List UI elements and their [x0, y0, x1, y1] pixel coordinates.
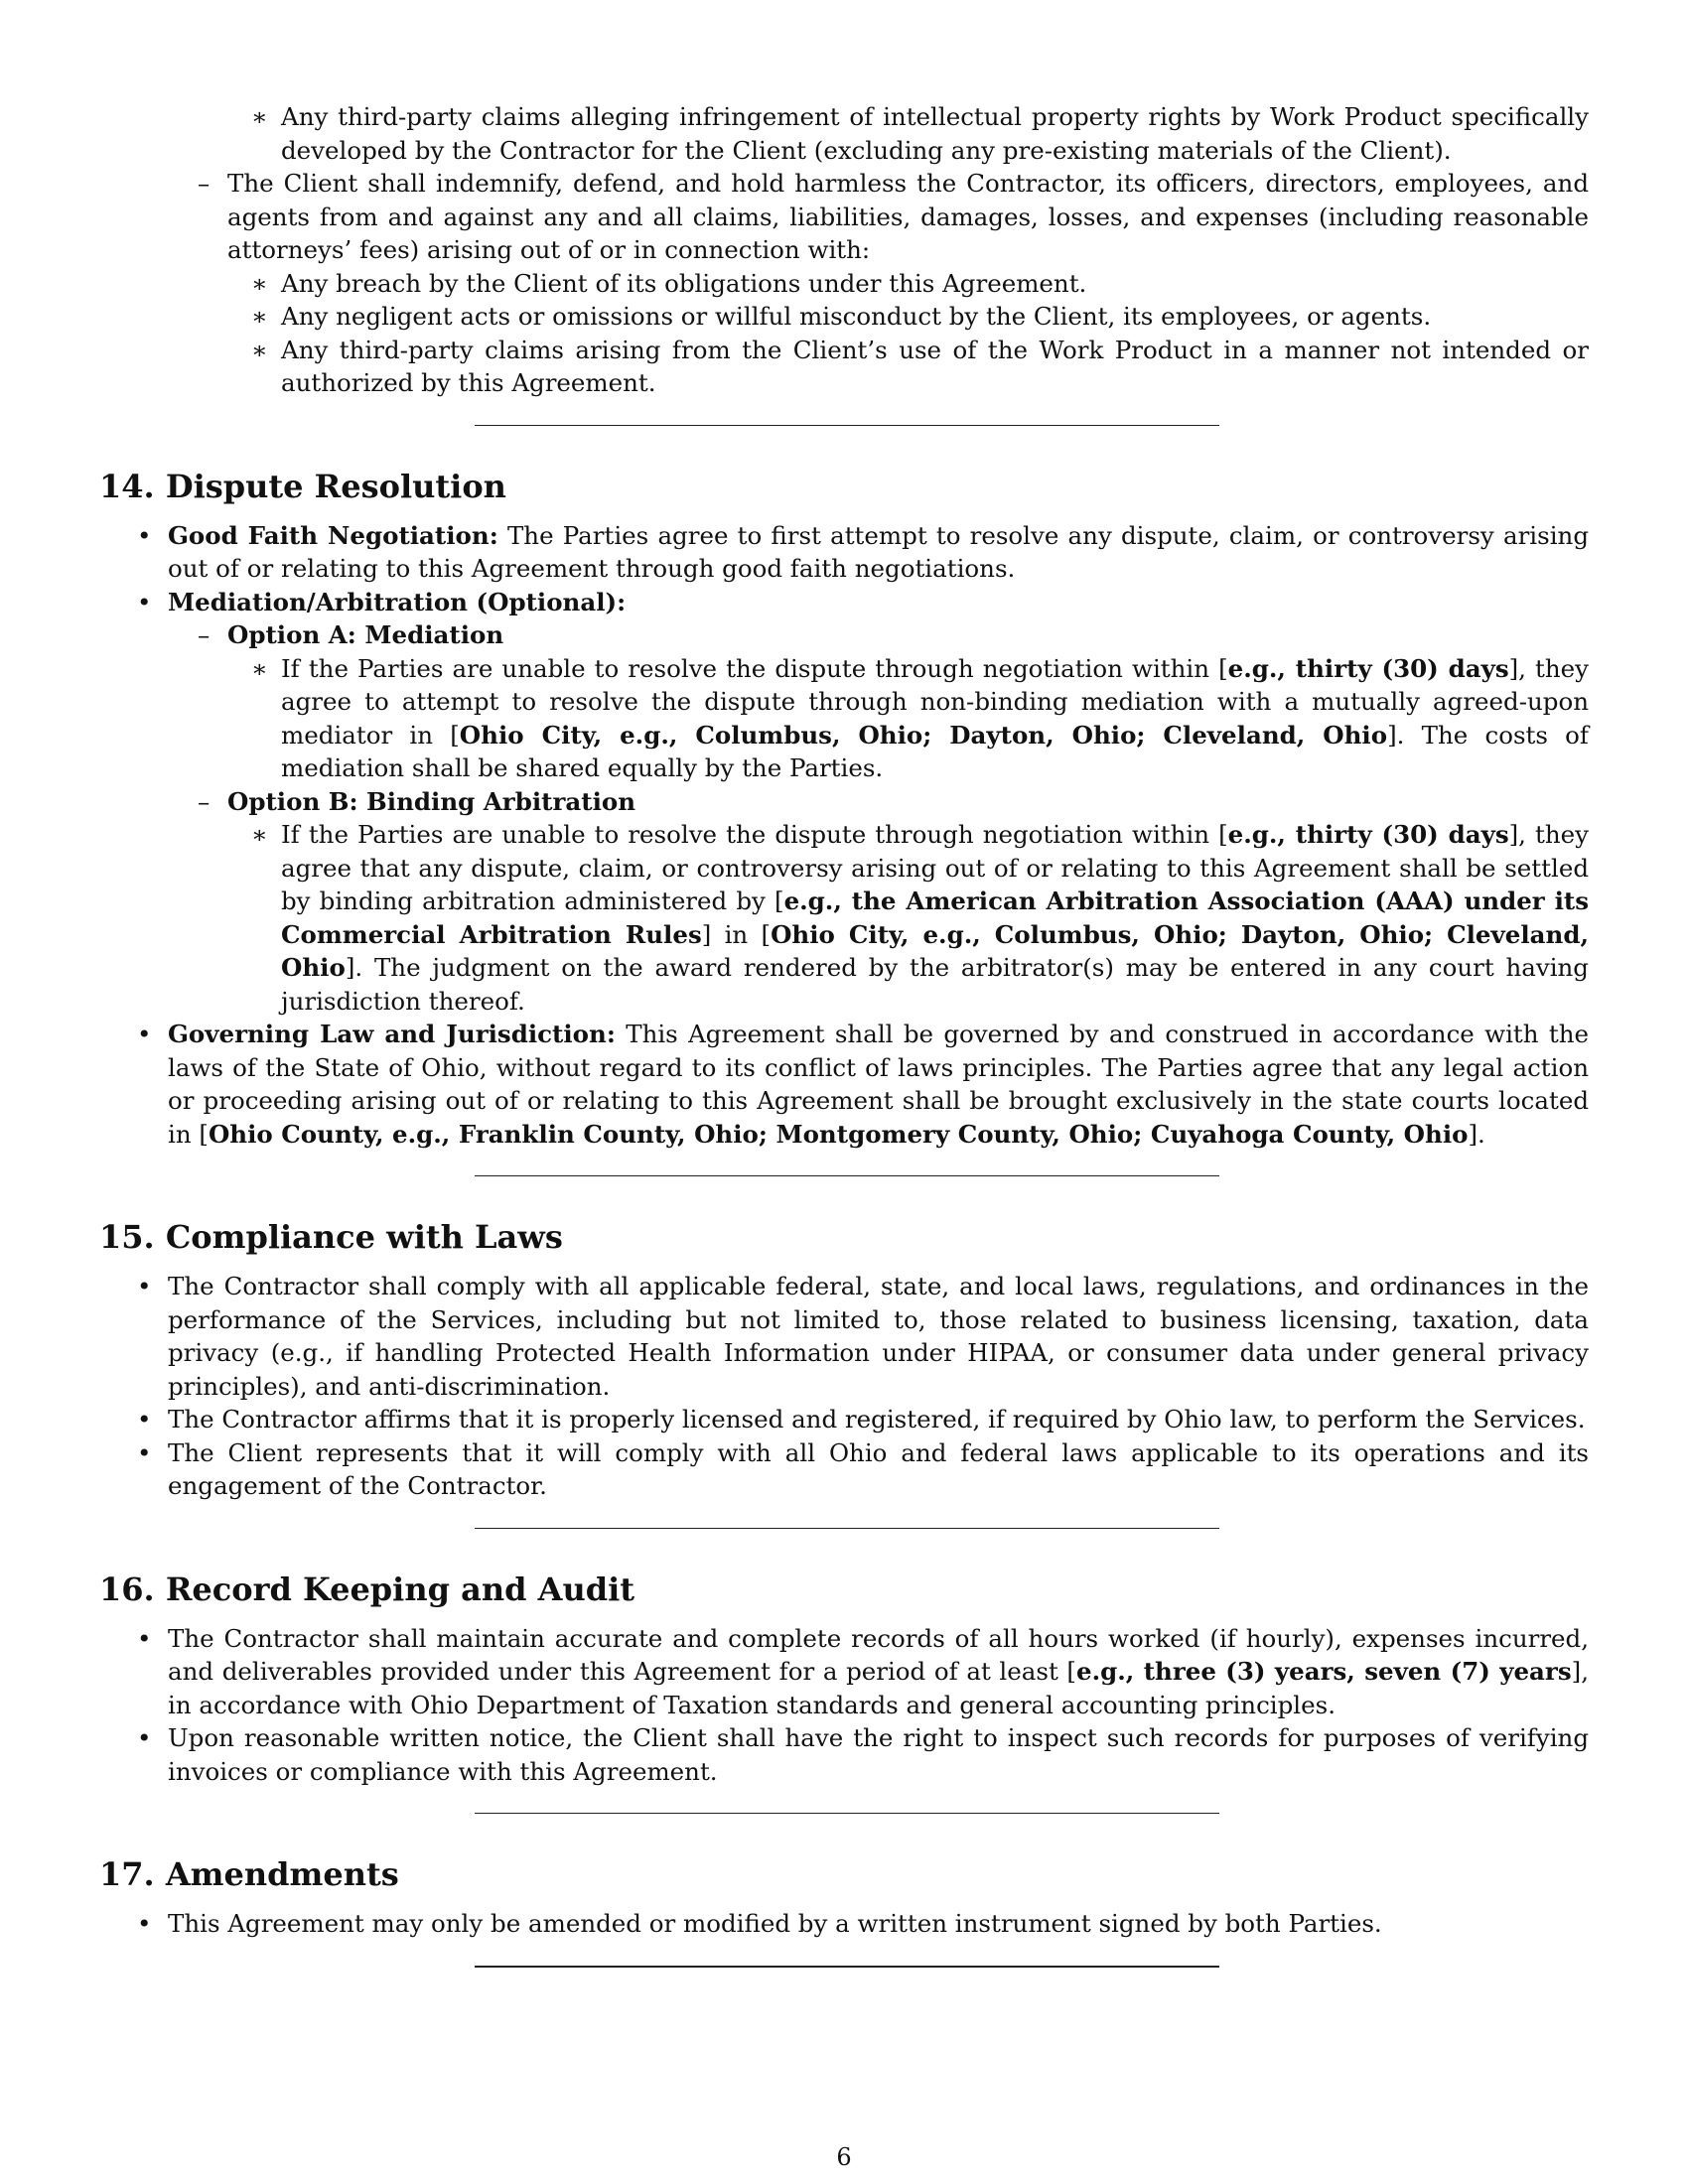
list-item: • Mediation/Arbitration (Optional): — [99, 586, 1589, 619]
section-divider — [475, 1966, 1219, 1968]
star-marker: ∗ — [251, 268, 268, 298]
list-item: • The Client represents that it will comply with all Ohio and federal laws applicable to its operations and its engagement of the Contractor. — [137, 1437, 1589, 1500]
list-item: ∗ Any breach by the Client of its obligations under this Agreement. — [99, 267, 1589, 301]
star-marker: ∗ — [251, 302, 268, 331]
section-divider — [475, 1528, 1219, 1529]
list-item: • The Contractor affirms that it is properly licensed and registered, if required by Ohio law, to perform the Services. — [99, 1403, 1589, 1436]
list-item: • The Contractor shall comply with all applicable federal, state, and local laws, regulations, and ordinances in the performance of the Services, including but not limited to, those related to business licensing, taxation, data privacy (e.g., if handling Protected Health Information under HIPAA, or consumer data under general privacy principles), and anti-discrimination. — [137, 1272, 1589, 1401]
document-page — [99, 99, 1589, 1968]
list-item: • This Agreement may only be amended or modified by a written instrument signed by both Parties. — [99, 1907, 1589, 1941]
section-heading: 16. Record Keeping and Audit — [99, 1570, 635, 1608]
bullet-marker: • — [137, 1723, 152, 1752]
dash-marker: – — [198, 169, 211, 198]
section-divider — [475, 425, 1219, 426]
list-item: • Governing Law and Jurisdiction: This Agreement shall be governed by and construed in accordance with the laws of the State of Ohio, without regard to its conflict of laws principles. The Parties agree that any legal action or proceeding arising out of or relating to this Agreement shall be brought exclusively in the state courts located in [Ohio County, e.g., Franklin County, Ohio; Montgomery County, Ohio; Cuyahoga County, Ohio]. — [137, 1020, 1590, 1149]
dash-marker: – — [198, 786, 211, 816]
list-item: ∗ Any third-party claims alleging infringement of intellectual property rights by Work Product specifically developed by the Contractor for the Client (excluding any pre-existing materials of the Client). — [251, 102, 1589, 165]
bullet-marker: • — [137, 1909, 152, 1938]
list-item: ∗ Any negligent acts or omissions or willful misconduct by the Client, its employees, or agents. — [99, 300, 1589, 334]
section-divider — [475, 1175, 1219, 1176]
bullet-marker: • — [137, 520, 152, 550]
list-item: ∗ If the Parties are unable to resolve the dispute through negotiation within [e.g., thirty (30) days], they agree that any dispute, claim, or controversy arising out of or relating to this Agreement shall be settled by binding arbitration administered by [e.g., the American Arbitration Association (AAA) under its Commercial Arbitration Rules] in [Ohio City, e.g., Columbus, Ohio; Dayton, Ohio; Cleveland, Ohio]. The judgment on the award rendered by the arbitrator(s) may be entered in any court having jurisdiction thereof. — [251, 820, 1590, 1016]
list-item: – Option A: Mediation — [99, 618, 1589, 652]
dash-marker: – — [198, 620, 211, 649]
list-item: – The Client shall indemnify, defend, and hold harmless the Contractor, its officers, directors, employees, and agents from and against any and all claims, liabilities, damages, losses, and expenses (including reasonable attorneys’ fees) arising out of or in connection with: — [198, 169, 1589, 264]
list-item: ∗ Any third-party claims arising from the Client’s use of the Work Product in a manner not intended or authorized by this Agreement. — [251, 335, 1589, 397]
list-item: ∗ If the Parties are unable to resolve the dispute through negotiation within [e.g., thirty (30) days], they agree to attempt to resolve the dispute through non-binding mediation with a mutually agreed-upon mediator in [Ohio City, e.g., Columbus, Ohio; Dayton, Ohio; Cleveland, Ohio]. The costs of mediation shall be shared equally by the Parties. — [251, 653, 1590, 782]
section-heading: 15. Compliance with Laws — [99, 1218, 563, 1256]
list-item: – Option B: Binding Arbitration — [99, 785, 1589, 819]
section-heading: 17. Amendments — [99, 1855, 399, 1893]
bullet-marker: • — [137, 1272, 152, 1300]
list-item: • Good Faith Negotiation: The Parties agree to first attempt to resolve any dispute, claim, or controversy arising out of or relating to this Agreement through good faith negotiations. — [137, 520, 1589, 583]
bullet-marker: • — [137, 1623, 152, 1653]
bullet-marker: • — [137, 1405, 152, 1433]
page-number: 6 — [836, 2143, 852, 2171]
list-item: • The Contractor shall maintain accurate and complete records of all hours worked (if hourly), expenses incurred, and deliverables provided under this Agreement for a period of at least [e.g., three (3) years, seven (7) years], in accordance with Ohio Department of Taxation standards and general accounting principles. — [137, 1623, 1589, 1719]
bullet-marker: • — [137, 1437, 152, 1467]
section-divider — [475, 1813, 1219, 1814]
star-marker: ∗ — [251, 820, 268, 849]
star-marker: ∗ — [251, 335, 268, 364]
list-item: • Upon reasonable written notice, the Client shall have the right to inspect such records for purposes of verifying invoices or compliance with this Agreement. — [137, 1723, 1589, 1786]
bullet-marker: • — [137, 1020, 152, 1048]
bullet-marker: • — [137, 587, 152, 616]
section-heading: 14. Dispute Resolution — [99, 467, 506, 505]
star-marker: ∗ — [251, 653, 268, 683]
star-marker: ∗ — [251, 102, 268, 131]
